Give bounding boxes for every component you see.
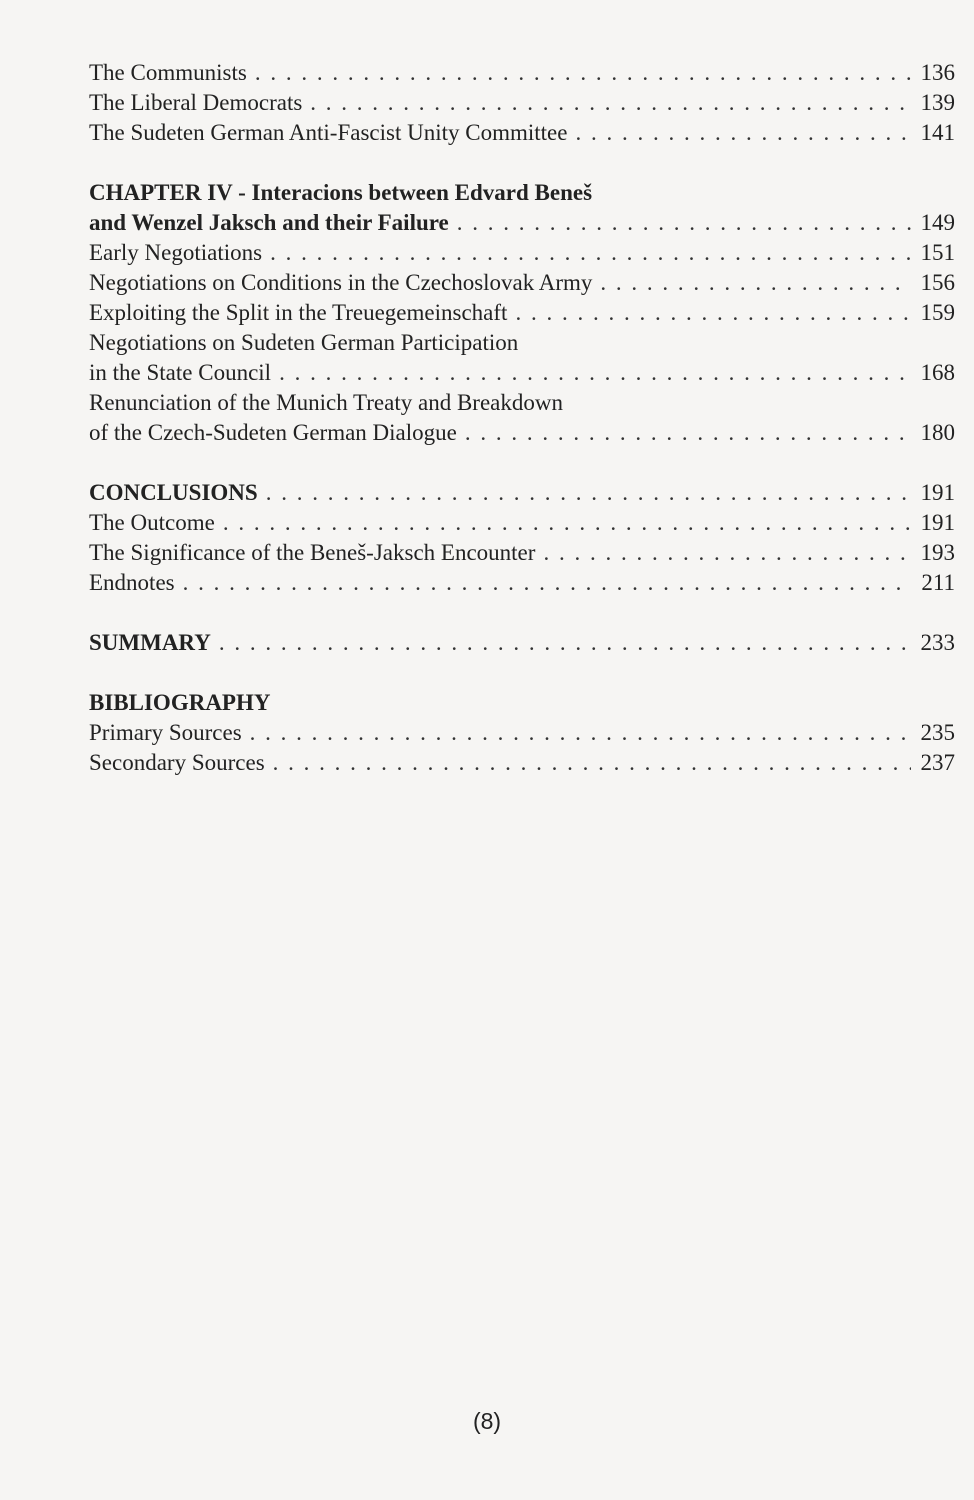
toc-entry-title: Endnotes	[89, 570, 175, 595]
dot-leader	[273, 748, 911, 778]
toc-entry-state-council[interactable]	[89, 358, 955, 388]
toc-entry-exploiting-split[interactable]	[89, 298, 955, 328]
toc-page-number: 235	[920, 720, 955, 745]
toc-entry-army-negotiations[interactable]	[89, 268, 955, 298]
dot-leader	[543, 538, 911, 568]
section-heading: SUMMARY	[89, 630, 211, 655]
chapter-heading-line1	[89, 178, 955, 208]
toc-page-number: 191	[920, 510, 955, 535]
toc-page-number: 136	[920, 60, 955, 85]
toc-entry-title: in the State Council	[89, 360, 272, 385]
dot-leader	[279, 358, 911, 388]
toc-entry-significance[interactable]	[89, 538, 955, 568]
dot-leader	[183, 568, 911, 598]
toc-entry-title: The Liberal Democrats	[89, 90, 303, 115]
dot-leader	[575, 118, 911, 148]
toc-entry-outcome[interactable]	[89, 508, 955, 538]
chapter-heading-title: CHAPTER IV - Interacions between Edvard Beneš	[89, 180, 593, 205]
toc-entry-early-negotiations[interactable]	[89, 238, 955, 268]
toc-entry-title: The Significance of the Beneš-Jaksch Encounter	[89, 540, 536, 565]
dot-leader	[250, 718, 911, 748]
toc-entry-title: Negotiations on Conditions in the Czechoslovak Army	[89, 270, 593, 295]
toc-entry-title: The Sudeten German Anti-Fascist Unity Committee	[89, 120, 568, 145]
dot-leader	[600, 268, 911, 298]
dot-leader	[515, 298, 911, 328]
section-heading: CONCLUSIONS	[89, 480, 258, 505]
toc-entry-munich-line1	[89, 388, 955, 418]
toc-entry-summary[interactable]	[89, 628, 955, 658]
dot-leader	[266, 478, 911, 508]
toc-entry-title: The Outcome	[89, 510, 215, 535]
toc-page-number: 151	[920, 240, 955, 265]
section-gap	[89, 148, 955, 178]
toc-page-number: 237	[920, 750, 955, 775]
toc-entry-title: Renunciation of the Munich Treaty and Breakdown	[89, 390, 563, 415]
toc-entry-endnotes[interactable]	[89, 568, 955, 598]
toc-entry-title: Early Negotiations	[89, 240, 263, 265]
section-heading: BIBLIOGRAPHY	[89, 690, 271, 715]
chapter-heading-title: and Wenzel Jaksch and their Failure	[89, 210, 449, 235]
toc-entry-title: Negotiations on Sudeten German Participation	[89, 330, 519, 355]
table-of-contents	[89, 58, 955, 778]
toc-page-number: 233	[920, 630, 955, 655]
dot-leader	[270, 238, 911, 268]
toc-heading-bibliography	[89, 688, 955, 718]
toc-entry-sudeten-committee[interactable]	[89, 118, 955, 148]
section-gap	[89, 598, 955, 628]
toc-entry-title: The Communists	[89, 60, 247, 85]
dot-leader	[255, 58, 911, 88]
dot-leader	[223, 508, 911, 538]
toc-entry-liberal-democrats[interactable]	[89, 88, 955, 118]
toc-page-number: 191	[920, 480, 955, 505]
toc-page-number: 149	[920, 210, 955, 235]
dot-leader	[310, 88, 911, 118]
dot-leader	[465, 418, 911, 448]
toc-page-number: 156	[920, 270, 955, 295]
toc-entry-title: Primary Sources	[89, 720, 242, 745]
toc-page-number: 211	[921, 570, 955, 595]
toc-page-number: 159	[920, 300, 955, 325]
toc-entry-primary-sources[interactable]	[89, 718, 955, 748]
toc-entry-state-council-line1	[89, 328, 955, 358]
dot-leader	[457, 208, 911, 238]
toc-entry-chapter-4[interactable]	[89, 208, 955, 238]
section-gap	[89, 658, 955, 688]
toc-entry-munich[interactable]	[89, 418, 955, 448]
toc-entry-secondary-sources[interactable]	[89, 748, 955, 778]
toc-page-number: 141	[920, 120, 955, 145]
toc-page-number: 193	[920, 540, 955, 565]
toc-page-number: 139	[920, 90, 955, 115]
toc-entry-title: Exploiting the Split in the Treuegemeinschaft	[89, 300, 508, 325]
toc-entry-title: of the Czech-Sudeten German Dialogue	[89, 420, 457, 445]
toc-entry-conclusions[interactable]	[89, 478, 955, 508]
toc-page-number: 168	[920, 360, 955, 385]
toc-page-number: 180	[920, 420, 955, 445]
section-gap	[89, 448, 955, 478]
dot-leader	[219, 628, 911, 658]
toc-entry-title: Secondary Sources	[89, 750, 265, 775]
toc-entry-communists[interactable]	[89, 58, 955, 88]
page-number-footer: (8)	[472, 1408, 502, 1434]
